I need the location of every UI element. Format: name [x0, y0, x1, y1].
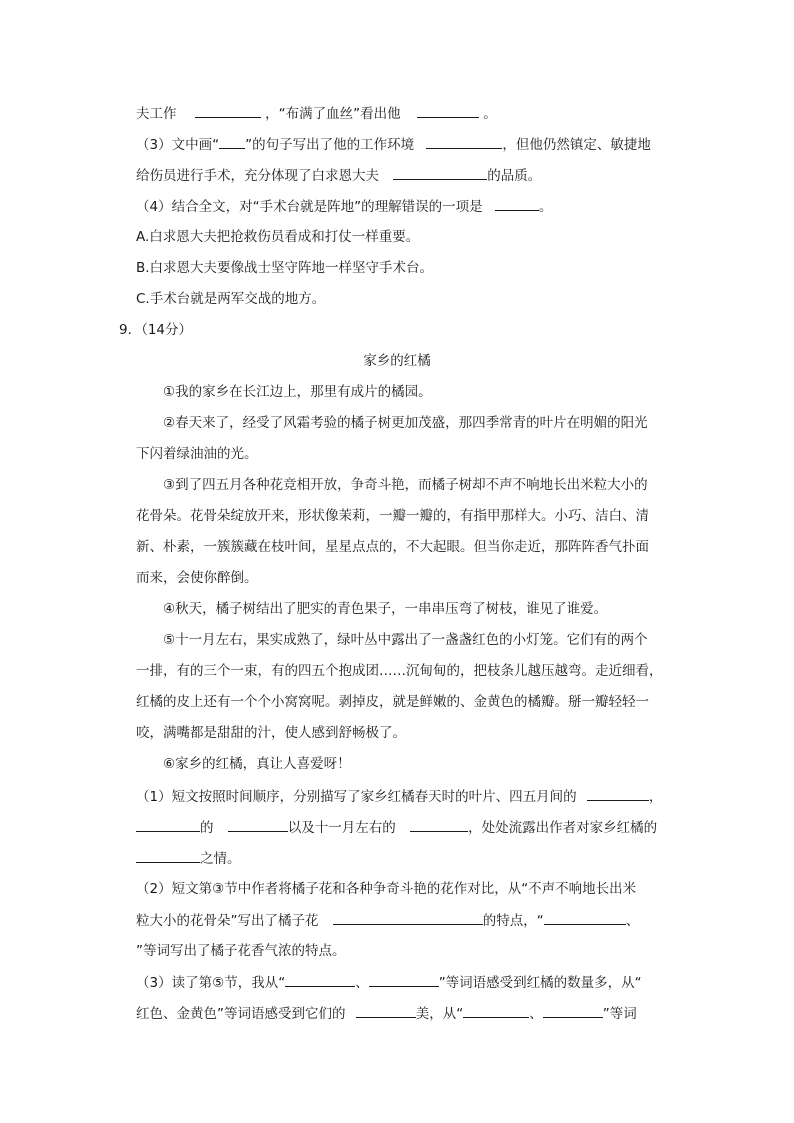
answer-blank[interactable]	[426, 134, 502, 149]
passage-para-3: ③到了四五月各种花竞相开放，争奇斗艳，而橘子树却不声不响地长出米粒大小的	[163, 477, 648, 493]
q9-subq-1-cont	[136, 848, 241, 869]
q9-text: （1）短文按照时间顺序，分别描写了家乡红橘春天时的叶片、四五月间的	[136, 789, 577, 805]
option-b[interactable]: B.白求恩大夫要像战士坚守阵地一样坚守手术台。	[136, 260, 434, 276]
option-c[interactable]: C.手术台就是两军交战的地方。	[136, 291, 326, 307]
q9-text: 、	[355, 975, 369, 991]
q8-text: （3）文中画“	[136, 137, 220, 153]
answer-blank[interactable]	[285, 972, 355, 987]
q9-text: 以及十一月左右的	[287, 820, 396, 836]
q8-text: ”的句子写出了他的工作环境	[245, 137, 415, 153]
q9-text: 之情。	[200, 851, 241, 867]
q9-subq-2: （2）短文第③节中作者将橘子花和各种争奇斗艳的花作对比，从“不声不响地长出米	[136, 881, 637, 897]
passage-para-2: ②春天来了，经受了风霜考验的橘子树更加茂盛，那四季常青的叶片在明媚的阳光	[163, 415, 648, 431]
answer-blank[interactable]	[417, 103, 479, 118]
answer-blank[interactable]	[136, 817, 200, 832]
q9-text: 的	[200, 820, 214, 836]
q8-text: ，“布满了血丝”看出他	[265, 106, 401, 122]
q9-text: ”等词语感受到红橘的数量多，从“	[438, 975, 642, 991]
q9-text: 红色、金黄色”等词语感受到它们的	[136, 1006, 346, 1022]
passage-para-5-cont: 咬，满嘴都是甜甜的汁，使人感到舒畅极了。	[136, 725, 406, 741]
passage-para-3-cont: 花骨朵。花骨朵绽放开来，形状像茉莉，一瓣一瓣的，有指甲那样大。小巧、洁白、清	[136, 508, 649, 524]
q8-text: 夫工作	[136, 106, 177, 122]
passage-para-5-cont: 红橘的皮上还有一个个小窝窝呢。剥掉皮，就是鲜嫩的、金黄色的橘瓣。掰一瓣轻轻一	[136, 694, 649, 710]
q9-text: ，处处流露出作者对家乡红橘的	[468, 820, 658, 836]
passage-para-2-cont: 下闪着绿油油的光。	[136, 446, 258, 462]
q8-subq-4	[136, 196, 552, 217]
q9-subq-1	[136, 786, 662, 807]
answer-blank[interactable]	[463, 1003, 529, 1018]
answer-blank[interactable]	[228, 817, 288, 832]
q9-subq-2-cont: ”等词写出了橘子花香气浓的特点。	[136, 943, 346, 959]
q9-text: ”等词	[602, 1006, 637, 1022]
answer-blank[interactable]	[369, 972, 439, 987]
q9-text: 美，从“	[415, 1006, 464, 1022]
answer-blank[interactable]	[333, 910, 483, 925]
option-a[interactable]: A.白求恩大夫把抢救伤员看成和打仗一样重要。	[136, 229, 420, 245]
answer-blank[interactable]	[495, 196, 539, 211]
q9-text: 的特点，“	[482, 913, 544, 929]
q8-text: 给伤员进行手术，充分体现了白求恩大夫	[136, 168, 379, 184]
question-number: 9．（14分）	[119, 322, 193, 338]
passage-para-6: ⑥家乡的红橘，真让人喜爱呀！	[163, 756, 351, 772]
passage-para-5-cont: 一排，有的三个一束，有的四五个抱成团……沉甸甸的，把枝条儿越压越弯。走近细看，	[136, 663, 663, 679]
answer-blank[interactable]	[410, 817, 468, 832]
q8-text: 。	[538, 199, 553, 215]
answer-blank[interactable]	[393, 165, 487, 180]
q8-text: （4）结合全文，对“手术台就是阵地”的理解错误的一项是	[136, 199, 483, 215]
passage-para-3-cont: 新、朴素，一簇簇藏在枝叶间，星星点点的，不大起眼。但当你走近，那阵阵香气扑面	[136, 539, 649, 555]
q9-text: 、	[529, 1006, 543, 1022]
passage-para-1: ①我的家乡在长江边上，那里有成片的橘园。	[163, 384, 432, 400]
q8-text: 的品质。	[487, 168, 542, 184]
underline-mark	[219, 134, 245, 149]
q8-subq-3	[136, 134, 651, 155]
answer-blank[interactable]	[356, 1003, 416, 1018]
q9-subq-3-cont	[136, 1003, 637, 1024]
answer-blank[interactable]	[136, 848, 200, 863]
passage-title: 家乡的红橘	[363, 353, 431, 369]
answer-blank[interactable]	[195, 103, 261, 118]
q8-text: 。	[483, 106, 497, 122]
passage-para-3-cont: 而来，会使你醉倒。	[136, 570, 258, 586]
passage-para-5: ⑤十一月左右，果实成熟了，绿叶丛中露出了一盏盏红色的小灯笼。它们有的两个	[163, 632, 648, 648]
q9-text: （3）读了第⑤节，我从“	[136, 975, 286, 991]
q9-text: 、	[625, 913, 640, 929]
answer-blank[interactable]	[587, 786, 649, 801]
answer-blank[interactable]	[544, 910, 626, 925]
q9-text: ，	[648, 789, 663, 805]
q9-subq-2-cont	[136, 910, 639, 931]
q8-subq-3-cont	[136, 165, 541, 186]
q9-text: 粒大小的花骨朵”写出了橘子花	[136, 913, 319, 929]
q9-subq-3	[136, 972, 642, 993]
q8-line-1	[136, 103, 497, 124]
q8-text: ，但他仍然镇定、敏捷地	[502, 137, 651, 153]
q9-subq-1-cont	[136, 817, 657, 838]
answer-blank[interactable]	[543, 1003, 603, 1018]
passage-para-4: ④秋天，橘子树结出了肥实的青色果子，一串串压弯了树枝，谁见了谁爱。	[163, 601, 608, 617]
